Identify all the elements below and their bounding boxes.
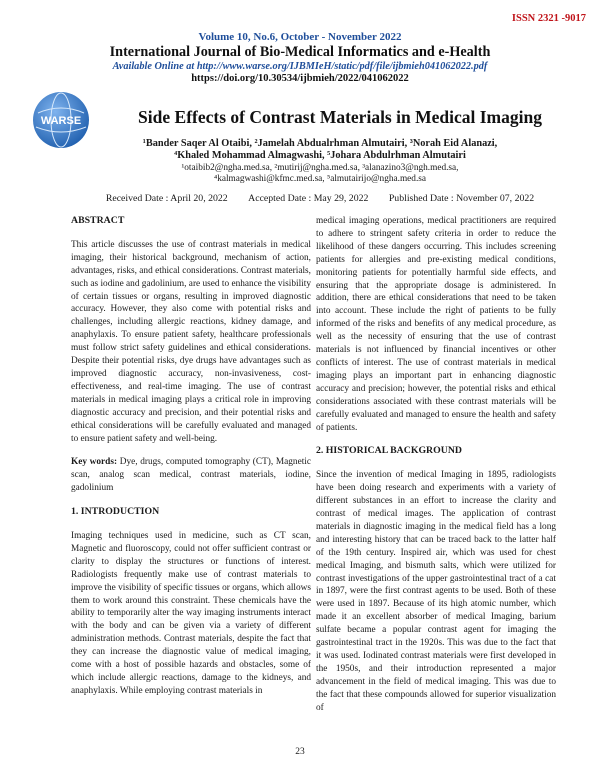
abstract-heading: ABSTRACT — [71, 215, 125, 226]
abstract-text: This article discusses the use of contrast materials in medical imaging, their historical background, mechanism of action, advantages, risks, and ethical considerations. Contrast materials, such as iodine and gadolinium, are used to enhance the visibility of certain tissues or organs, resulting in improved diagnostic accuracy. However, they also come with potential risks and challenges, including allergic reactions, kidney damage, and anaphylaxis. To ensure patient safety, healthcare professionals must follow strict safety guidelines and ethical considerations. Despite their potential risks, dye drugs have advantages such as improved diagnostic accuracy, non-invasiveness, cost-effectiveness, and real-time imaging. The use of contrast materials in medical imaging plays a critical role in improving diagnostic accuracy and precision, and their potential risks and ethical considerations will be carefully evaluated and managed to ensure patient safety and well-being. — [71, 239, 311, 444]
keywords-text: Dye, drugs, computed tomography (CT), Magnetic scan, analog scan medical, contrast materials, iodine, gadolinium — [71, 457, 311, 494]
keywords — [71, 456, 311, 495]
page-number: 23 — [295, 747, 305, 757]
left-column — [71, 215, 311, 698]
issn: ISSN 2321 -9017 — [511, 13, 586, 24]
authors-line-1: ¹Bander Saqer Al Otaibi, ²Jamelah Abdualrhman Almutairi, ³Norah Eid Alanazi, — [142, 138, 498, 149]
published-date: Published Date : November 07, 2022 — [388, 193, 535, 204]
submission-dates — [80, 193, 560, 204]
availability-link[interactable]: Available Online at http://www.warse.org/IJBMIeH/static/pdf/file/ijbmieh041062022.pdf — [112, 61, 488, 72]
accepted-date: Accepted Date : May 29, 2022 — [248, 193, 369, 204]
doi-link[interactable]: https://doi.org/10.30534/ijbmieh/2022/041062022 — [191, 73, 409, 84]
received-date: Received Date : April 20, 2022 — [105, 193, 228, 204]
historical-background-text: Since the invention of medical Imaging in 1895, radiologists have been doing research and experiments with a variety of different substances in an effort to increase the clarity and contrast of medical images. The application of contrast materials in diagnostic imaging in the medical field has a long and interesting history that can be traced back to the latter half of the 19th century. Inspired air, which was used for chest medical Imaging, and bismuth salts, which were utilized for contrast investigations of the upper gastrointestinal tract of a cat in 1897, were the first contrast agents to be used. Both of these were used in 1897. Because of its high atomic number, which made it an excellent absorber of medical Imaging, barium sulfate became a popular contrast agent for imaging the gastrointestinal tract in the 1920s. This was due to the fact that it was used. Iodinated contrast materials were first developed in the 1950s, and their introduction represented a major advancement in the field of medical imaging. This was due to the fact that these compounds allowed for superior visualization of — [316, 470, 556, 713]
introduction-continued-text: medical imaging operations, medical practitioners are required to adhere to stringent safety criteria in order to reduce the likelihood of these dangers occurring. This includes screening patients for allergies and pre-existing medical conditions, monitoring patients for potentially harmful side effects, and ensuring that the appropriate dosage is administered. In addition, there are ethical considerations that need to be taken into account. These include the right of patients to be fully informed of the risks and benefits of any medical procedure, as well as the necessity of ensuring that the use of contrast materials is not influenced by financial incentives or other conflicts of interest. The use of contrast materials in medical imaging plays an important part in enhancing diagnostic accuracy and precision; however, the potential risks and ethical considerations associated with these contrast materials will be carefully evaluated and managed to ensure the health and safety of patients. — [316, 216, 556, 433]
authors-line-2: ⁴Khaled Mohammad Almagwashi, ⁵Johara Abdulrhman Almutairi — [174, 150, 466, 161]
historical-background-heading: 2. HISTORICAL BACKGROUND — [316, 445, 462, 457]
volume-line: Volume 10, No.6, October - November 2022 — [198, 31, 402, 43]
introduction-text: Imaging techniques used in medicine, such as CT scan, Magnetic and fluoroscopy, could not offer sufficient contrast or clarity to display the structures or functions of interest. Radiologists frequently make use of contrast materials to improve the visibility of specific tissues or organs, which allows them to work around this constraint. These chemicals have the ability to temporarily alter the way imaging instruments interact with the body and can be given via a variety of different administration methods. Contrast materials, despite the fact that they can increase the diagnostic value of medical imaging, come with a host of possible hazards and obstacles, some of which include allergic reactions, damage to the kidneys, and anaphylaxis. While employing contrast materials in — [71, 531, 311, 696]
keywords-label: Key words: — [71, 457, 118, 468]
author-emails-1: ¹otaibib2@ngha.med.sa, ²mutirij@ngha.med.sa, ³alanazino3@ngh.med.sa, — [181, 163, 459, 173]
introduction-heading: 1. INTRODUCTION — [71, 506, 160, 518]
author-emails-2: ⁴kalmagwashi@kfmc.med.sa, ⁵almutairijo@ngha.med.sa — [213, 174, 427, 184]
logo-text: WARSE — [40, 115, 82, 127]
right-column — [316, 215, 556, 715]
paper-title: Side Effects of Contrast Materials in Medical Imaging — [138, 107, 542, 127]
journal-title: International Journal of Bio-Medical Informatics and e-Health — [109, 44, 491, 60]
